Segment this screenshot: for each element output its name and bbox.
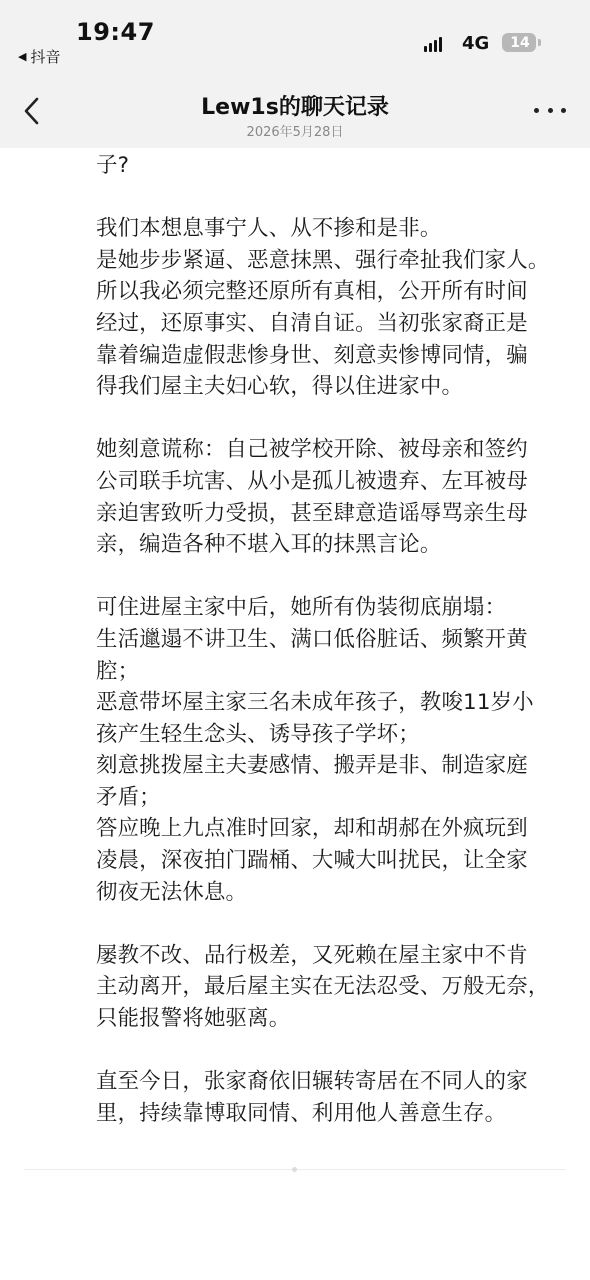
text-line: 所以我必须完整还原所有真相，公开所有时间 bbox=[96, 279, 528, 305]
text-line: 屡教不改、品行极差，又死赖在屋主家中不肯 bbox=[96, 942, 528, 968]
text-line: 凌晨，深夜拍门踹桶、大喊大叫扰民，让全家 bbox=[96, 848, 528, 874]
back-to-app-button[interactable] bbox=[18, 46, 60, 67]
text-line: 只能报警将她驱离。 bbox=[96, 1006, 291, 1032]
signal-icon bbox=[424, 36, 442, 52]
text-line: 靠着编造虚假悲惨身世、刻意卖惨博同情，骗 bbox=[96, 342, 528, 368]
text-line: 亲迫害致听力受损，甚至肆意造谣辱骂亲生母 bbox=[96, 500, 528, 526]
paragraph-gap bbox=[96, 182, 566, 214]
text-line: 我们本想息事宁人、从不掺和是非。 bbox=[96, 216, 442, 242]
paragraph-gap bbox=[96, 908, 566, 940]
paragraph-gap bbox=[96, 1035, 566, 1067]
text-line: 主动离开，最后屋主实在无法忍受、万般无奈， bbox=[96, 974, 550, 1000]
header bbox=[0, 0, 590, 148]
more-dot bbox=[561, 108, 566, 113]
back-triangle-icon: ◀ bbox=[18, 50, 27, 63]
back-app-label: 抖音 bbox=[30, 48, 61, 66]
text-line: 是她步步紧逼、恶意抹黑、强行牵扯我们家人。 bbox=[96, 247, 550, 273]
status-time: 19:47 bbox=[76, 18, 155, 46]
network-type: 4G bbox=[462, 33, 490, 54]
text-line: 亲，编造各种不堪入耳的抹黑言论。 bbox=[96, 532, 442, 558]
text-line: 可住进屋主家中后，她所有伪装彻底崩塌： bbox=[96, 595, 507, 621]
text-line: 孩产生轻生念头、诱导孩子学坏； bbox=[96, 721, 420, 747]
text-line: 恶意带坏屋主家三名未成年孩子，教唆11岁小 bbox=[96, 690, 534, 716]
battery-cap bbox=[538, 39, 541, 46]
text-line: 子? bbox=[96, 153, 130, 178]
text-line: 生活邋遢不讲卫生、满口低俗脏话、频繁开黄 bbox=[96, 626, 528, 652]
text-line: 矛盾； bbox=[96, 784, 161, 810]
text-line: 答应晚上九点准时回家，却和胡郝在外疯玩到 bbox=[96, 816, 528, 842]
divider-dot bbox=[292, 1167, 297, 1172]
nav-bar bbox=[0, 80, 590, 144]
text-line: 得我们屋主夫妇心软，得以住进家中。 bbox=[96, 374, 464, 400]
more-button[interactable] bbox=[534, 98, 566, 122]
text-line: 里，持续靠博取同情、利用他人善意生存。 bbox=[96, 1100, 507, 1126]
battery-icon bbox=[502, 33, 536, 52]
text-line: 公司联手坑害、从小是孤儿被遗弃、左耳被母 bbox=[96, 468, 528, 494]
battery-level: 14 bbox=[510, 34, 530, 51]
paragraph-gap bbox=[96, 403, 566, 435]
text-line: 彻夜无法休息。 bbox=[96, 879, 248, 905]
paragraph-gap bbox=[96, 561, 566, 593]
text-line: 她刻意谎称：自己被学校开除、被母亲和签约 bbox=[96, 437, 528, 463]
text-line: 直至今日，张家裔依旧辗转寄居在不同人的家 bbox=[96, 1069, 528, 1095]
more-dot bbox=[548, 108, 553, 113]
page-subtitle-date: 2026年5月28日 bbox=[246, 125, 344, 140]
more-dot bbox=[534, 108, 539, 113]
text-line: 刻意挑拨屋主夫妻感情、搬弄是非、制造家庭 bbox=[96, 753, 528, 779]
status-bar bbox=[0, 0, 590, 70]
text-line: 经过，还原事实、自清自证。当初张家裔正是 bbox=[96, 310, 528, 336]
chat-record-text bbox=[96, 150, 566, 1129]
page-title: Lew1s的聊天记录 bbox=[201, 95, 389, 120]
text-line: 腔； bbox=[96, 658, 140, 684]
